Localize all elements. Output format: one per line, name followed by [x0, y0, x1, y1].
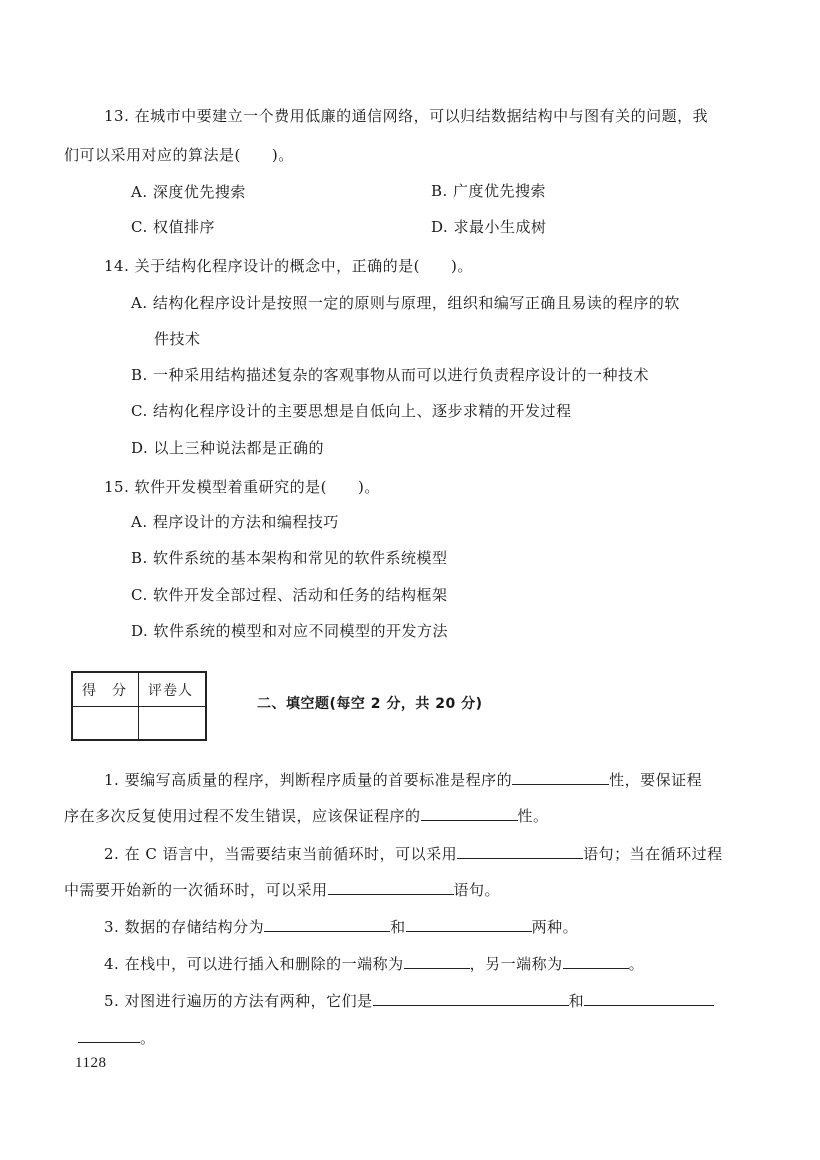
- fill-4-text-a: 4. 在栈中，可以进行插入和删除的一端称为: [104, 955, 404, 973]
- fill-2-text-c: 中需要开始新的一次循环时，可以采用: [64, 881, 328, 899]
- q15-option-c: C. 软件开发全部过程、活动和任务的结构框架: [131, 586, 448, 604]
- score-table-divider: [73, 706, 205, 707]
- fill-5-blank-2-end[interactable]: [78, 1028, 140, 1043]
- fill-5-text-a: 5. 对图进行遍历的方法有两种，它们是: [104, 992, 373, 1010]
- fill-2-blank-2[interactable]: [328, 880, 454, 895]
- fill-1-text-a: 1. 要编写高质量的程序，判断程序质量的首要标准是程序的: [104, 771, 513, 789]
- fill-3-text-c: 两种。: [531, 918, 579, 936]
- fill-1-blank-2[interactable]: [421, 806, 518, 821]
- fill-5-text-b: 和: [568, 992, 585, 1010]
- score-table: [71, 671, 207, 741]
- q13-option-a: A. 深度优先搜索: [131, 183, 246, 201]
- fill-2-line1: [104, 844, 723, 864]
- fill-4-blank-2[interactable]: [563, 954, 629, 969]
- q13-option-b: B. 广度优先搜索: [431, 182, 547, 200]
- fill-2-text-a: 2. 在 C 语言中，当需要结束当前循环时，可以采用: [104, 845, 458, 863]
- q14-option-a-line1: A. 结构化程序设计是按照一定的原则与原理，组织和编写正确且易读的程序的软: [131, 294, 680, 312]
- fill-5-blank-2-start[interactable]: [584, 991, 714, 1006]
- fill-4-blank-1[interactable]: [404, 954, 470, 969]
- fill-3-blank-1[interactable]: [264, 917, 390, 932]
- fill-2-line2: [64, 880, 500, 900]
- fill-1-text-c: 序在多次反复使用过程不发生错误，应该保证程序的: [64, 807, 421, 825]
- q13-option-d: D. 求最小生成树: [431, 218, 547, 236]
- fill-2-text-d: 语句。: [453, 881, 501, 899]
- score-label: 得 分: [82, 683, 127, 699]
- q13-stem-line1: 13. 在城市中要建立一个费用低廉的通信网络，可以归结数据结构中与图有关的问题，我: [104, 107, 709, 125]
- fill-2-blank-1[interactable]: [457, 844, 583, 859]
- fill-3-line: [104, 917, 578, 937]
- fill-2-text-b: 语句；当在循环过程: [583, 845, 723, 863]
- section-title: 二、填空题(每空 2 分，共 20 分): [257, 696, 483, 712]
- q15-option-d: D. 软件系统的模型和对应不同模型的开发方法: [131, 622, 449, 640]
- fill-3-blank-2[interactable]: [406, 917, 532, 932]
- q14-option-b: B. 一种采用结构描述复杂的客观事物从而可以进行负责程序设计的一种技术: [131, 366, 650, 384]
- fill-1-line1: [104, 770, 702, 790]
- fill-4-text-b: ，另一端称为: [469, 955, 563, 973]
- q15-option-a: A. 程序设计的方法和编程技巧: [131, 513, 339, 531]
- q15-stem: 15. 软件开发模型着重研究的是( )。: [104, 478, 380, 496]
- reviewer-label: 评卷人: [148, 683, 193, 699]
- fill-1-line2: [64, 806, 549, 826]
- q14-stem: 14. 关于结构化程序设计的概念中，正确的是( )。: [104, 257, 473, 275]
- fill-3-text-b: 和: [390, 918, 406, 936]
- q14-option-a-line2: 件技术: [154, 330, 201, 348]
- page-number: 1128: [75, 1055, 107, 1071]
- fill-4-line: [104, 954, 644, 974]
- fill-1-blank-1[interactable]: [512, 770, 609, 785]
- q14-option-d: D. 以上三种说法都是正确的: [131, 439, 325, 457]
- q15-option-b: B. 软件系统的基本架构和常见的软件系统模型: [131, 549, 448, 567]
- q13-stem-line2: 们可以采用对应的算法是( )。: [64, 146, 294, 164]
- q14-option-c: C. 结构化程序设计的主要思想是自低向上、逐步求精的开发过程: [131, 402, 572, 420]
- fill-5-text-c: 。: [140, 1029, 156, 1047]
- fill-5-blank-1[interactable]: [373, 991, 569, 1006]
- fill-1-text-d: 性。: [517, 807, 549, 825]
- score-table-column-divider: [138, 673, 139, 739]
- fill-4-text-c: 。: [628, 955, 645, 973]
- fill-1-text-b: 性，要保证程: [609, 771, 703, 789]
- q13-option-c: C. 权值排序: [131, 218, 215, 236]
- fill-5-line2: [78, 1028, 156, 1048]
- fill-3-text-a: 3. 数据的存储结构分为: [104, 918, 265, 936]
- fill-5-line1: [104, 991, 714, 1011]
